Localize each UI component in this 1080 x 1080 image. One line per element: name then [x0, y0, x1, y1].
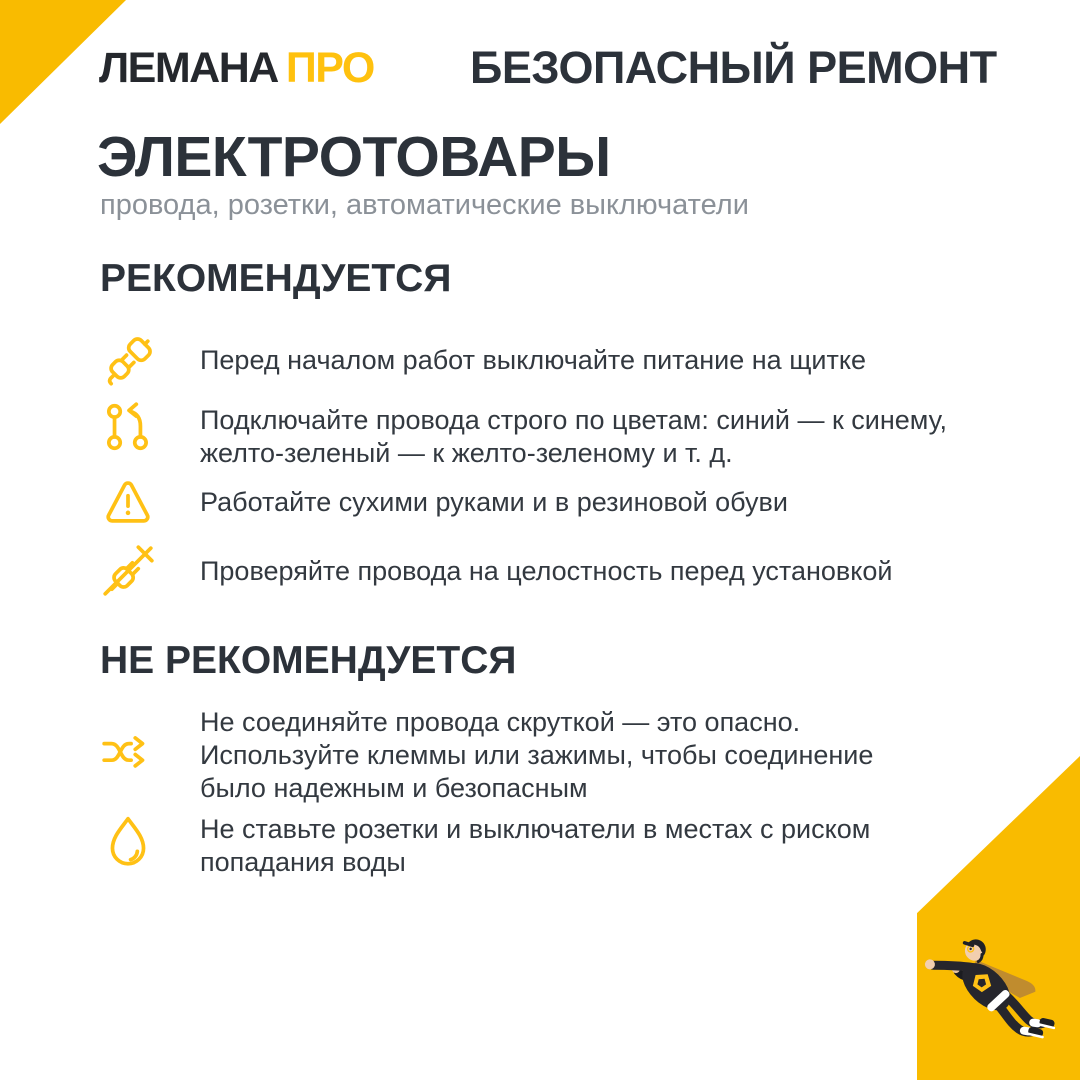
list-item: Не соединяйте провода скруткой — это опасно. Используйте клеммы или зажимы, чтобы соединение было надежным и безопасным	[200, 707, 874, 803]
power-off-plug-icon	[99, 332, 157, 390]
list-item: Не ставьте розетки и выключатели в местах с риском попадания воды	[200, 814, 871, 877]
list-item: Перед началом работ выключайте питание на щитке	[200, 345, 866, 375]
section-heading-not-recommended: НЕ РЕКОМЕНДУЕТСЯ	[100, 639, 517, 682]
flying-handyman-mascot	[912, 928, 1070, 1058]
list-item: Проверяйте провода на целостность перед установкой	[200, 556, 893, 586]
lemana-pro-logo	[99, 44, 374, 93]
section-heading-recommended: РЕКОМЕНДУЕТСЯ	[100, 257, 452, 300]
cable-integrity-icon	[99, 542, 157, 600]
no-twist-shuffle-icon	[99, 726, 157, 784]
water-drop-icon	[99, 812, 157, 870]
page-title: БЕЗОПАСНЫЙ РЕМОНТ	[470, 42, 997, 93]
list-item: Работайте сухими руками и в резиновой обуви	[200, 487, 788, 517]
category-title: ЭЛЕКТРОТОВАРЫ	[97, 125, 611, 189]
logo-text-pro: ПРО	[285, 44, 374, 92]
category-subtitle: провода, розетки, автоматические выключатели	[100, 189, 749, 221]
color-wires-icon	[99, 398, 157, 456]
warning-triangle-icon	[99, 474, 157, 532]
list-item: Подключайте провода строго по цветам: синий — к синему, желто-зеленый — к желто-зеленому и т. д.	[200, 405, 947, 468]
logo-text-lemana: ЛЕМАНА	[99, 44, 278, 92]
